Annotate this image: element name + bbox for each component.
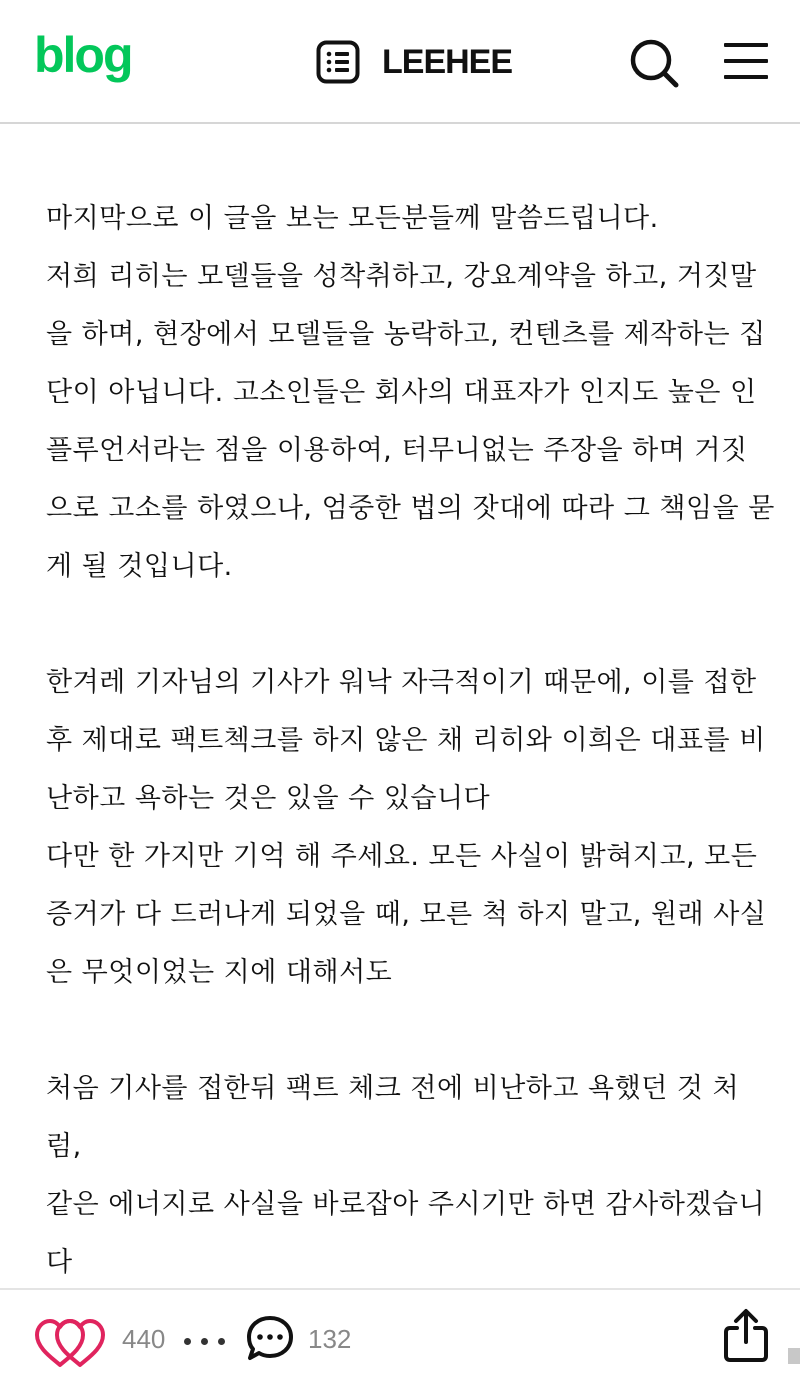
text-line: 마지막으로 이 글을 보는 모든분들께 말씀드립니다. xyxy=(46,203,659,234)
more-dots-icon[interactable] xyxy=(184,1338,225,1345)
like-button[interactable] xyxy=(34,1318,106,1370)
text-line: 플루언서라는 점을 이용하여, 터무니없는 주장을 하며 거짓 xyxy=(46,435,748,466)
text-line: 단이 아닙니다. 고소인들은 회사의 대표자가 인지도 높은 인 xyxy=(46,377,757,408)
paragraph-2 xyxy=(46,654,766,1002)
text-line: 다만 한 가지만 기억 해 주세요. 모든 사실이 밝혀지고, 모든 xyxy=(46,841,758,872)
text-line: 후 제대로 팩트첵크를 하지 않은 채 리히와 이희은 대표를 비 xyxy=(46,725,766,756)
share-icon xyxy=(722,1308,770,1364)
text-line: 게 될 것입니다. xyxy=(46,551,233,582)
comment-icon xyxy=(245,1314,295,1364)
scroll-indicator xyxy=(788,1348,800,1364)
blog-title: LEEHEE xyxy=(382,43,513,81)
search-icon xyxy=(628,38,680,88)
text-line: 처음 기사를 접한뒤 팩트 체크 전에 비난하고 욕했던 것 처 xyxy=(46,1073,740,1104)
top-header xyxy=(0,0,800,124)
text-line: 한겨레 기자님의 기사가 워낙 자극적이기 때문에, 이를 접한 xyxy=(46,667,757,698)
comment-count: 132 xyxy=(308,1324,352,1354)
list-icon xyxy=(316,40,360,84)
paragraph-3 xyxy=(46,1060,766,1292)
share-button[interactable] xyxy=(722,1308,770,1364)
paragraph-1 xyxy=(46,190,775,596)
like-count: 440 xyxy=(122,1324,166,1354)
search-button[interactable] xyxy=(628,38,680,88)
text-line: 증거가 다 드러나게 되었을 때, 모른 척 하지 말고, 원래 사실 xyxy=(46,899,767,930)
text-line: 은 무엇이었는 지에 대해서도 xyxy=(46,957,393,988)
blog-logo[interactable]: blog xyxy=(34,27,132,83)
menu-button[interactable] xyxy=(724,40,768,82)
post-body xyxy=(46,190,775,1292)
comment-button[interactable] xyxy=(245,1314,295,1364)
heart-icon xyxy=(34,1318,106,1370)
bottom-action-bar xyxy=(0,1288,800,1387)
text-line: 난하고 욕하는 것은 있을 수 있습니다 xyxy=(46,783,491,814)
text-line: 같은 에너지로 사실을 바로잡아 주시기만 하면 감사하겠습니 xyxy=(46,1189,766,1220)
text-line: 럼, xyxy=(46,1131,82,1162)
text-line: 다 xyxy=(46,1247,73,1278)
blog-title-group[interactable] xyxy=(316,40,512,84)
text-line: 저희 리히는 모델들을 성착취하고, 강요계약을 하고, 거짓말 xyxy=(46,261,757,292)
menu-icon xyxy=(724,40,768,82)
text-line: 으로 고소를 하였으나, 엄중한 법의 잣대에 따라 그 책임을 묻 xyxy=(46,493,775,524)
text-line: 을 하며, 현장에서 모델들을 농락하고, 컨텐츠를 제작하는 집 xyxy=(46,319,766,350)
